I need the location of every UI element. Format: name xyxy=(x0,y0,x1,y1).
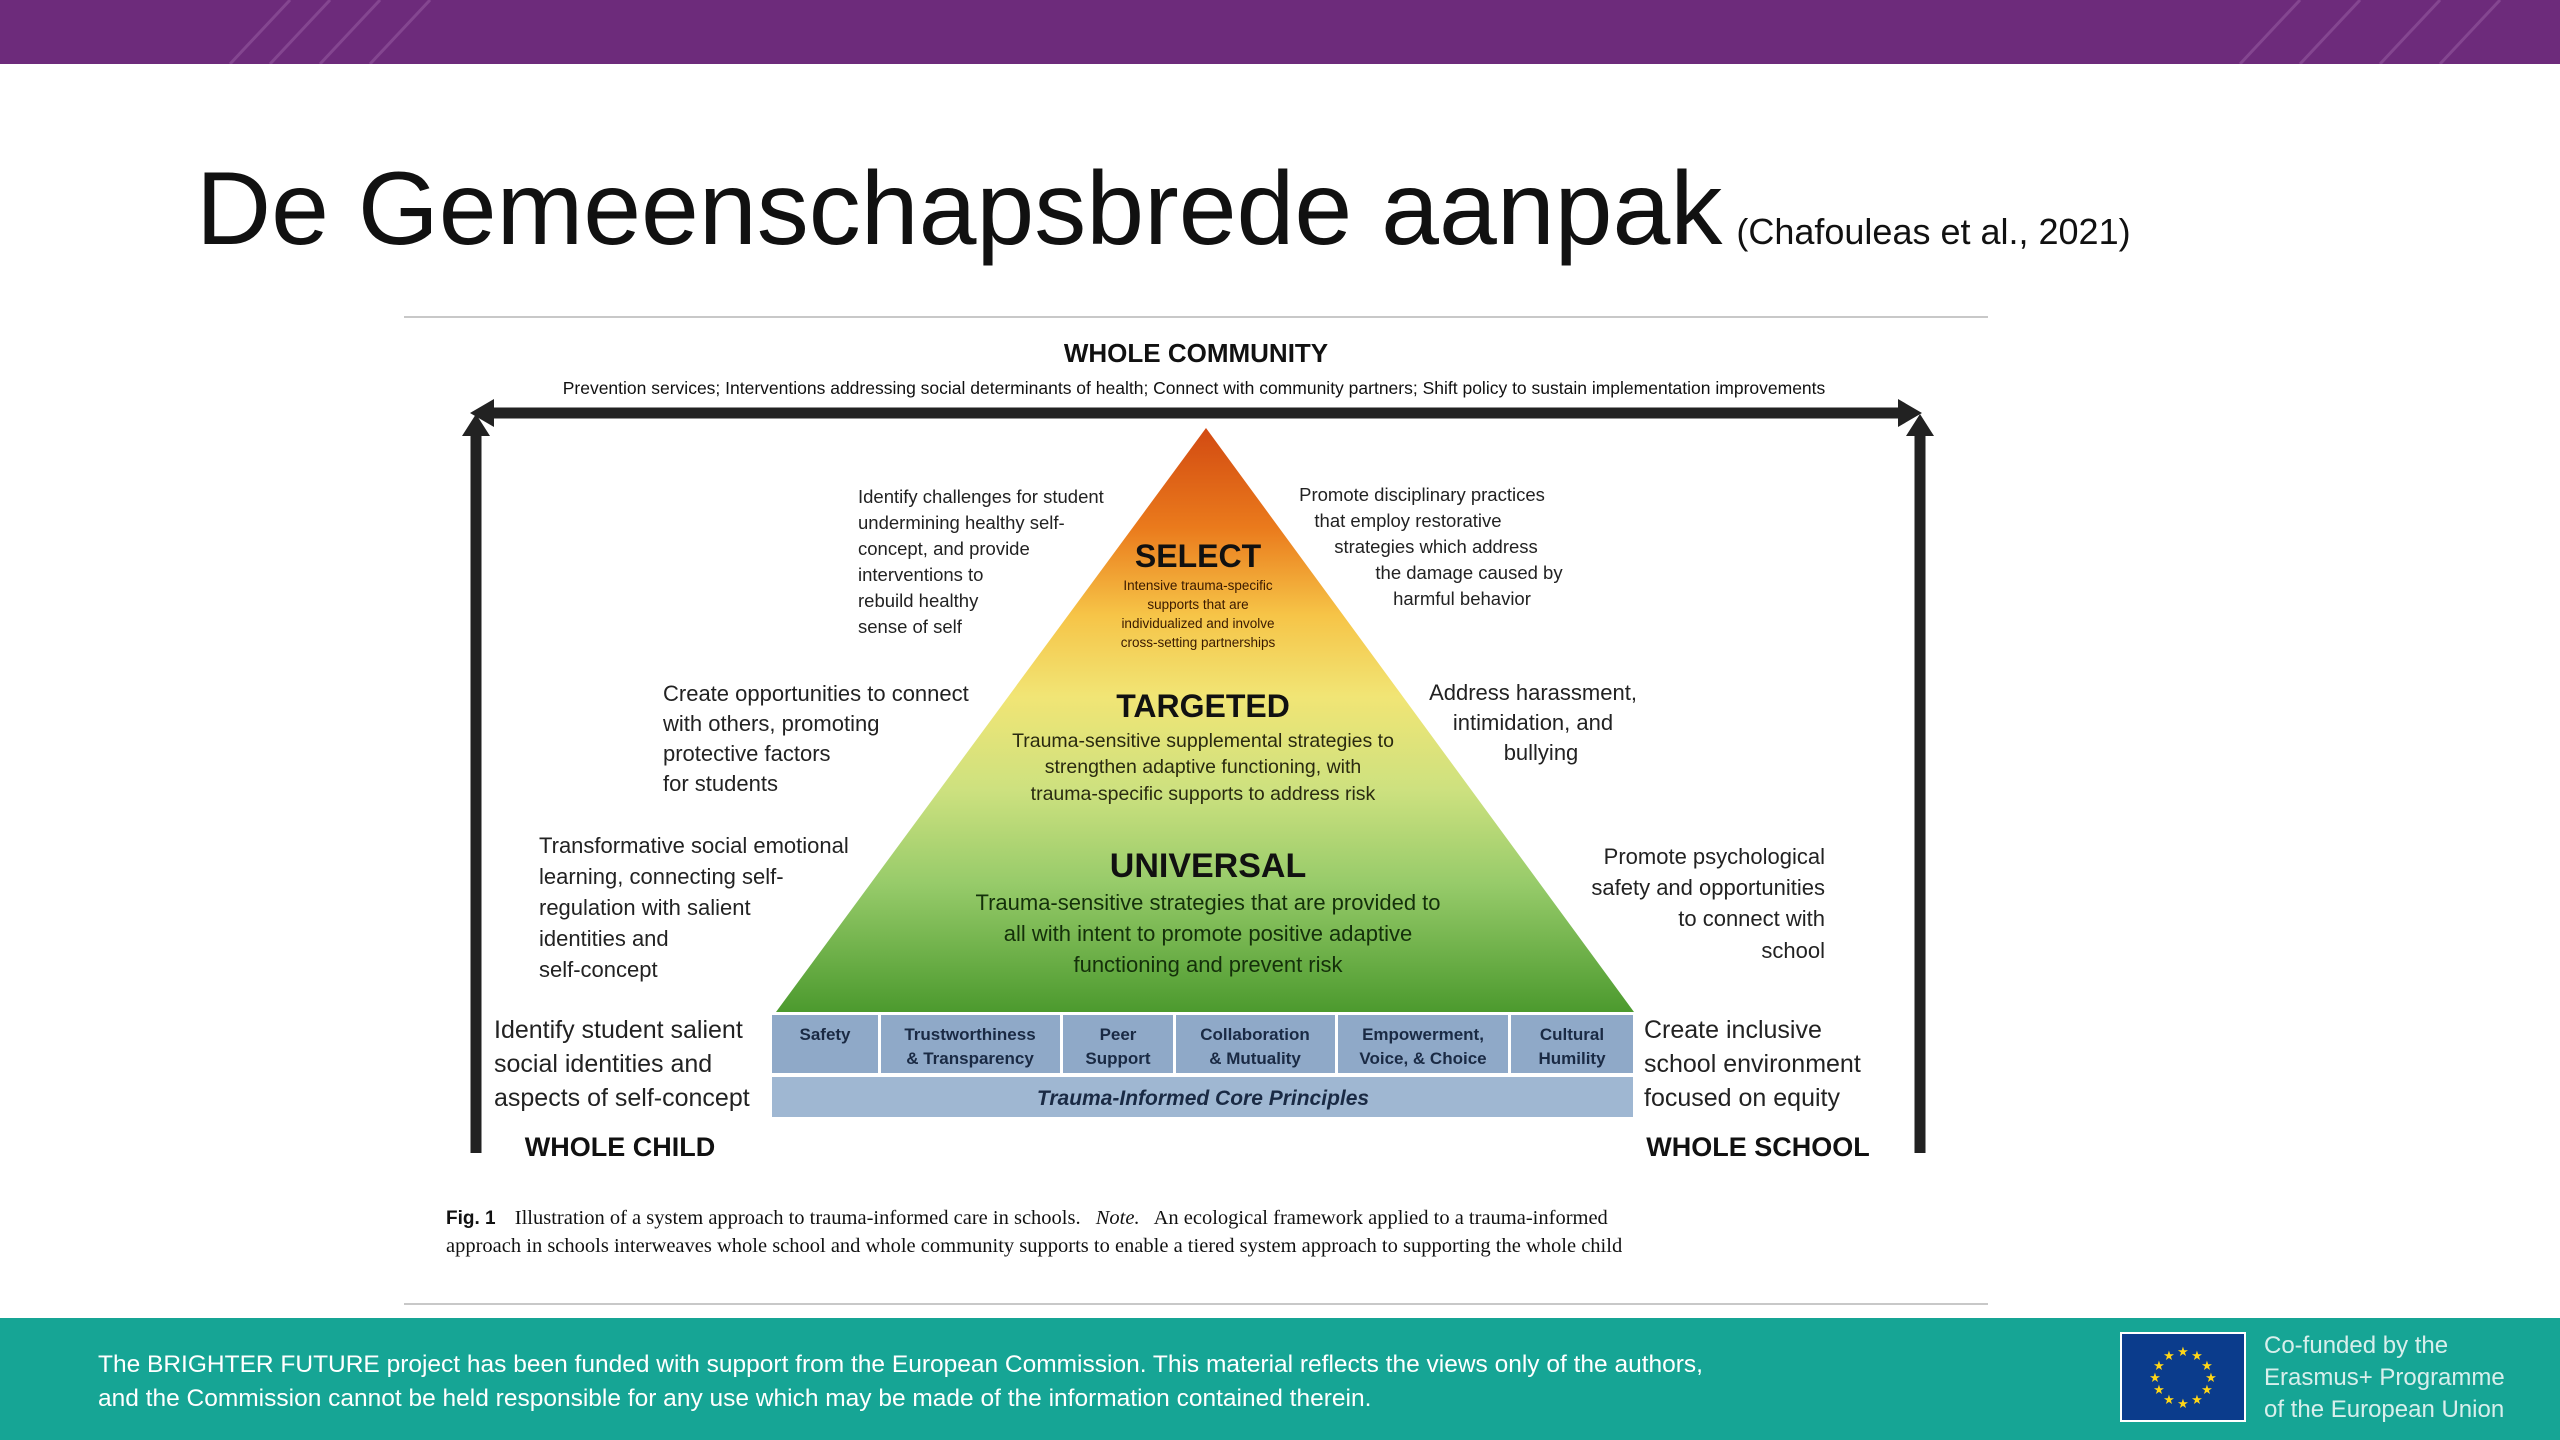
disclaimer-line: The BRIGHTER FUTURE project has been funded with support from the European Commission. This material reflects the views only of the authors, xyxy=(98,1351,1703,1378)
principle-label: Cultural xyxy=(1539,1025,1605,1044)
principle-label: & Transparency xyxy=(906,1049,1034,1068)
whole-school-label: WHOLE SCHOOL xyxy=(1646,1132,1870,1162)
right-note-targeted: Address harassment, xyxy=(1429,680,1637,705)
targeted-desc-line: Trauma-sensitive supplemental strategies to xyxy=(1012,730,1394,752)
targeted-title: TARGETED xyxy=(1116,688,1290,724)
title-text: De Gemeenschapsbrede aanpak xyxy=(196,151,1723,267)
svg-text:★: ★ xyxy=(2201,1359,2213,1374)
left-note-universal: regulation with salient xyxy=(539,895,751,920)
principle-label: Support xyxy=(1085,1049,1151,1068)
left-note-select: concept, and provide xyxy=(858,538,1030,559)
right-note-base: focused on equity xyxy=(1644,1084,1840,1112)
svg-text:★: ★ xyxy=(2163,1393,2175,1408)
universal-desc-line: functioning and prevent risk xyxy=(1073,952,1343,977)
universal-desc-line: Trauma-sensitive strategies that are provided to xyxy=(975,890,1441,915)
left-note-select: undermining healthy self- xyxy=(858,512,1065,533)
principle-label: Voice, & Choice xyxy=(1359,1049,1487,1068)
left-note-base: social identities and xyxy=(494,1050,713,1078)
right-note-select: strategies which address xyxy=(1334,536,1538,557)
eu-text-line: Co-funded by the xyxy=(2264,1332,2449,1359)
svg-text:★: ★ xyxy=(2191,1393,2203,1408)
page-title xyxy=(196,150,2131,269)
left-note-universal: Transformative social emotional xyxy=(539,833,849,858)
svg-text:★: ★ xyxy=(2177,1397,2189,1412)
select-desc-line: cross-setting partnerships xyxy=(1120,635,1276,650)
principle-label: Safety xyxy=(799,1025,851,1044)
principle-label: Empowerment, xyxy=(1362,1025,1484,1044)
right-note-targeted: bullying xyxy=(1503,740,1579,765)
left-note-select: Identify challenges for student xyxy=(858,486,1104,507)
right-note-targeted: intimidation, and xyxy=(1452,710,1614,735)
left-note-select: interventions to xyxy=(858,564,984,585)
top-banner xyxy=(0,0,2560,64)
left-note-universal: identities and xyxy=(539,926,669,951)
select-desc-line: Intensive trauma-specific xyxy=(1123,578,1273,593)
right-note-select: that employ restorative xyxy=(1314,510,1502,531)
left-note-targeted: protective factors xyxy=(663,741,831,766)
select-desc-line: supports that are xyxy=(1147,597,1249,612)
core-principles-label: Trauma-Informed Core Principles xyxy=(1036,1087,1370,1110)
caption-label: Fig. 1 xyxy=(446,1208,496,1229)
principle-label: Collaboration xyxy=(1200,1025,1310,1044)
whole-community-text: Prevention services; Interventions addressing social determinants of health; Connect with community partners; Shift policy to sustain implementation improvements xyxy=(562,378,1826,398)
svg-text:★: ★ xyxy=(2205,1371,2217,1386)
footer-bar xyxy=(0,1318,2560,1440)
principle-label: & Mutuality xyxy=(1209,1049,1301,1068)
right-note-select: harmful behavior xyxy=(1393,588,1531,609)
left-note-universal: self-concept xyxy=(539,957,658,982)
svg-text:★: ★ xyxy=(2153,1359,2165,1374)
left-note-select: rebuild healthy xyxy=(858,590,979,611)
svg-text:★: ★ xyxy=(2177,1345,2189,1360)
caption-text: An ecological framework applied to a trauma-informed xyxy=(1153,1207,1608,1229)
svg-text:★: ★ xyxy=(2201,1383,2213,1398)
disclaimer-line: and the Commission cannot be held responsible for any use which may be made of the information contained therein. xyxy=(98,1385,1372,1412)
funding-disclaimer xyxy=(98,1348,1703,1416)
left-note-base: Identify student salient xyxy=(494,1016,743,1044)
figure-caption-line1 xyxy=(446,1207,1608,1229)
eu-flag-icon xyxy=(2120,1332,2246,1422)
left-note-universal: learning, connecting self- xyxy=(539,864,784,889)
svg-text:★: ★ xyxy=(2191,1349,2203,1364)
right-note-base: Create inclusive xyxy=(1644,1016,1822,1044)
right-note-universal: Promote psychological xyxy=(1603,844,1825,869)
svg-text:★: ★ xyxy=(2153,1383,2165,1398)
universal-title: UNIVERSAL xyxy=(1109,847,1307,885)
right-note-base: school environment xyxy=(1644,1050,1861,1078)
right-note-universal: school xyxy=(1761,938,1825,963)
right-note-select: the damage caused by xyxy=(1375,562,1563,583)
principle-box-safety xyxy=(772,1015,878,1073)
eu-text-line: Erasmus+ Programme xyxy=(2264,1364,2505,1391)
targeted-desc-line: trauma-specific supports to address risk xyxy=(1030,783,1376,805)
eu-cofunded-text xyxy=(2264,1330,2505,1426)
left-note-targeted: for students xyxy=(663,771,778,796)
whole-community-title: WHOLE COMMUNITY xyxy=(1063,338,1329,368)
principle-label: Trustworthiness xyxy=(904,1025,1036,1044)
universal-desc-line: all with intent to promote positive adaptive xyxy=(1003,921,1413,946)
principle-label: Humility xyxy=(1538,1049,1606,1068)
right-note-universal: safety and opportunities xyxy=(1591,875,1825,900)
left-note-select: sense of self xyxy=(858,616,962,637)
select-title: SELECT xyxy=(1134,538,1262,574)
right-note-select: Promote disciplinary practices xyxy=(1299,484,1545,505)
left-note-base: aspects of self-concept xyxy=(494,1084,750,1112)
targeted-desc-line: strengthen adaptive functioning, with xyxy=(1044,756,1362,778)
caption-note: Note. xyxy=(1095,1207,1140,1229)
select-desc-line: individualized and involve xyxy=(1121,616,1275,631)
caption-text: Illustration of a system approach to trauma-informed care in schools. xyxy=(514,1207,1081,1229)
trauma-informed-diagram xyxy=(404,316,1988,1308)
left-note-targeted: with others, promoting xyxy=(663,711,880,736)
svg-text:★: ★ xyxy=(2149,1371,2161,1386)
left-note-targeted: Create opportunities to connect xyxy=(663,681,969,706)
whole-child-label: WHOLE CHILD xyxy=(524,1132,716,1162)
svg-text:★: ★ xyxy=(2163,1349,2175,1364)
right-note-universal: to connect with xyxy=(1678,906,1825,931)
figure-caption-line2: approach in schools interweaves whole school and whole community supports to enable a tiered system approach to supporting the whole child xyxy=(446,1235,1623,1257)
title-citation: (Chafouleas et al., 2021) xyxy=(1736,211,2131,252)
principle-label: Peer xyxy=(1099,1025,1137,1044)
eu-text-line: of the European Union xyxy=(2264,1396,2505,1423)
principles-row xyxy=(772,1015,1633,1073)
